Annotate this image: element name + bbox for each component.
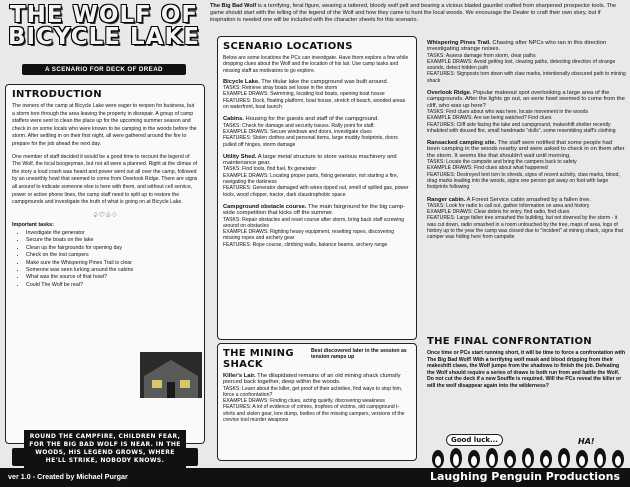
locations-heading: SCENARIO LOCATIONS [223, 41, 353, 52]
location-item: Utility Shed. A large metal structure to store various machinery and maintenance gear. TASKS: Find tools, find fuel, fix generator EXAMPLE DRAWS: Locating proper parts, fixing generator, not starting a fire, navigating the darkness FEATURES: Generator damaged with wires ripped out, smell of spilled gas, power tools, wood chipper, tractor, dark claustrophobic space [223, 153, 409, 198]
legend-rhyme: ROUND THE CAMPFIRE, CHILDREN FEAR, FOR THE BIG BAD WOLF IS NEAR. IN THE WOODS, HIS LEGEND GROWS, WHERE HE'LL STRIKE, NOBODY KNOWS. [24, 430, 186, 468]
wolf-description: The Big Bad Wolf is a terrifying, feral figure, wearing a tattered, bloody wolf pelt and bearing a vicious bladed gauntlet crafted from sharpened prospector tools. The game should start with the telling of the legend of the Wolf and how they came to hunt the local woods. We encourage the Dealer to craft their own story, but if inspiration is needed one will be included with the character sheets for this scenario. [210, 3, 617, 24]
location-item: Bicycle Lake. The titular lake the campground was built around. TASKS: Retrieve stray boats set loose in the storm EXAMPLE DRAWS: Swimming, locating lost boats, opening boat house FEATURES: Dock, floating platform, boat house, stretch of beach, wooded areas on waterfront, boat launch [223, 78, 406, 111]
mining-shack-heading: THE MINING SHACK [223, 348, 294, 370]
card-suits-divider: ♤♡♧♢ [92, 211, 118, 219]
subtitle-band [22, 64, 186, 75]
speech-bubble: HA! [578, 437, 595, 446]
tasks-label: Important tasks: [12, 222, 54, 229]
list-item: • What was the source of that howl? [26, 274, 198, 281]
tasks-list [12, 230, 198, 289]
final-confrontation [427, 336, 626, 390]
introduction-para-2: One member of staff decided it would be a good time to recount the legend of The Wolf, the local boogeyman, but not all were a planned. Right at the climax of the story a loud crash was heard and power went out all over the camp, followed by an unearthly howl that seemed to come from Overlook Ridge. There are signs all around to indicate someone else is here with them, and without cell service, power or active phone lines, the camp staff need to split up to restore the campgrounds and investigate the truth of what is going on at Bicycle Lake. [12, 153, 198, 206]
location-item: Ranger cabin. A Forest Service cabin smashed by a fallen tree. TASKS: Look for radio to call out, gather information on area and history EXAMPLE DRAWS: Clear debris for entry, find radio, find clues FEATURES: Large fallen tree smashed the building, but not downed by the storm - it was cut down, radio smashed in a room untouched by the tree, maps of area, logs of history up to the year the camp was closed due to "incident" at mining shack, signs that camper was hiding here from campsite [427, 196, 624, 241]
page-title: THE WOLF OF BICYCLE LAKE [7, 2, 201, 50]
location-item: Overlook Ridge. Popular makeout spot overlooking a large area of the campgrounds. After the lights go out, an eerie howl seemed to come from the cliff, who was up here? TASKS: Find clues about who was here, locate movement in the woods EXAMPLE DRAWS: Are we being watched? Find clues FEATURES: Cliff side facing the lake and campground, makeshift shelter recently inhabited with doused fire, small handmade "dolls", some resembling staff's clothing [427, 90, 625, 134]
brand-name: Laughing Penguin Productions [430, 470, 620, 483]
location-item: Campground obstacle course. The main fairground for the big camp-wide competition that kicks off the summer. TASKS: Repair obstacles and reset course after storm, bring back staff screwing around on obstacles EXAMPLE DRAWS: Righting heavy equipment, resetting ropes, discovering missing ropes and archery gear FEATURES: Rope course, climbing walls, balance beams, archery range [223, 203, 405, 248]
list-item: • Could The Wolf be real? [26, 282, 198, 289]
locations-intro: Below are some locations the PCs can investigate. Have them explore a few while dropping clues about the Wolf and the location of his lair. Use camp tasks and missing staff as motivators to go explore. [223, 55, 409, 74]
mining-shack-box: THE MINING SHACK Best discovered later in the session as tension ramps up Killer's Lair. The dilapidated remains of an old mining shack clumsily pierced back together, deep within the woods. TASKS: Learn about the killer, get proof of their activities, find ways to stop him, force a confrontation? EXAMPLE DRAWS: Finding clues, acting quietly, discovering weakness FEATURES: A lot of evidence of crimes, trophies of victims, old campground t-shirts and stolen gear, lore dump, bodies of the missing campers, versions of the crevice tool murder weapons [217, 343, 417, 461]
list-item: • Check on the lost campers [26, 252, 198, 259]
list-item: • Clean up the fairgrounds for opening day [26, 245, 198, 252]
list-item: • Someone was seen lurking around the cabins [26, 267, 198, 274]
title-banner [6, 2, 202, 80]
version-credit: ver 1.0 - Created by Michael Purgar [8, 472, 128, 481]
list-item: • Secure the boats on the lake [26, 237, 198, 244]
locations-box [217, 36, 417, 340]
list-item: • Make sure the Whispering Pines Trail is clear [26, 260, 198, 267]
speech-bubble: Good luck... [446, 434, 503, 446]
final-text: Once time or PCs start running short, it will be time to force a confrontation with The Big Bad Wolf! With a terrifying wolf mask and blood dripping from their makeshift claws, the Wolf jumps from the shadows to finish the job. Defeating the Wolf should require a series of draws to both run from and battle the Wolf. Do not cut the deck if a new Snuffle is required. Will the PCs reveal the killer or will the wolf disappear again into the wilderness? [427, 350, 626, 389]
subtitle: A SCENARIO FOR DECK OF DREAD [45, 66, 163, 73]
location-item: Whispering Pines Trail. Chasing after NPCs who ran in this direction investigating strange noises. TASKS: Assess damage from storm, clear paths EXAMPLE DRAWS: Avoid getting lost, clearing paths, detecting direction of strange sounds, detect hidden path FEATURES: Signposts torn down with claw marks, intentionally obscured path to mining shack [427, 40, 626, 84]
mining-shack-note: Best discovered later in the session as tension ramps up [311, 348, 407, 361]
more-locations [427, 40, 626, 247]
cabin-illustration [140, 352, 202, 398]
introduction-heading: INTRODUCTION [12, 89, 102, 100]
footer-bar [0, 468, 630, 487]
list-item: • Investigate the generator [26, 230, 198, 237]
location-item: Cabins. Housing for the guests and staff of the campground. TASKS: Check for damage and security issues. Rally point for staff. EXAMPLE DRAWS: Secure windows and doors, investigate clues FEATURES: Stolen clothes and personal items, large muddy footprints, doors pulled off hinges, storm damage [223, 116, 398, 148]
final-heading: THE FINAL CONFRONTATION [427, 336, 592, 347]
introduction-para-1: The owners of the camp at Bicycle Lake were eager to reopen for business, but a storm tore through the area leaving the property in disrepair. A group of camp staffers were sent to clean the place up for the upcoming summer season and check in on some locals who were known to be camping in the woods before the storm. After settling in on their first night, all were gathered around the fire to prepare for the job ahead the next day. [12, 103, 197, 147]
location-item: Ransacked camping site. The staff were notified that some people had been camping in the woods nearby and were asked to check in on them after the storm. It seems like that shouldn't wait until morning. TASKS: Locate the campsite and bring the campers back to safety EXAMPLE DRAWS: Find clues about what happened FEATURES: Destroyed tent torn to shreds, signs of recent activity, claw marks, blood, drag marks leading into the woods, signs one person got away on foot with large footprints following [427, 140, 625, 191]
penguin-illustration [426, 446, 626, 468]
